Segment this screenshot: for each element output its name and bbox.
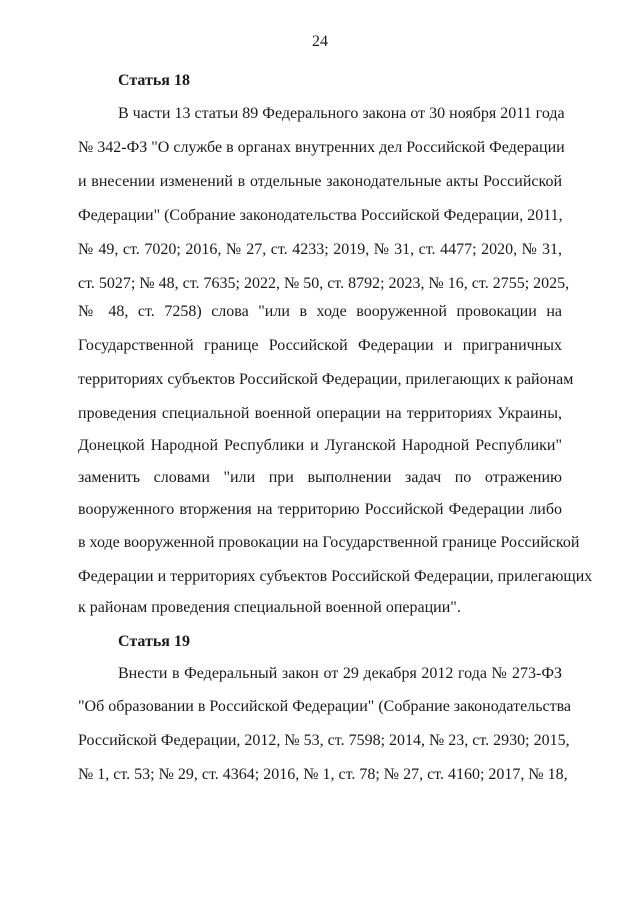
article-19-line: Российской Федерации, 2012, № 53, ст. 7598; 2014, № 23, ст. 2930; 2015,	[78, 732, 570, 749]
article-18-line: к районам проведения специальной военной операции".	[78, 599, 461, 616]
article-18-line: заменить словами "или при выполнении задач по отражению	[78, 469, 562, 486]
article-18-line: в ходе вооруженной провокации на Государственной границе Российской	[78, 534, 580, 551]
article-19-line: Внести в Федеральный закон от 29 декабря 2012 года № 273-ФЗ	[118, 665, 562, 682]
article-18-line: № 48, ст. 7258) слова "или в ходе вооруженной провокации на	[78, 303, 562, 320]
article-19-line: № 1, ст. 53; № 29, ст. 4364; 2016, № 1, ст. 78; № 27, ст. 4160; 2017, № 18,	[78, 766, 568, 783]
article-18-line: территориях субъектов Российской Федерации, прилегающих к районам	[78, 371, 574, 388]
article-18-line: Федерации" (Собрание законодательства Российской Федерации, 2011,	[78, 207, 563, 224]
article-19-line: "Об образовании в Российской Федерации" (Собрание законодательства	[78, 698, 572, 715]
article-18-heading: Статья 18	[118, 72, 190, 89]
article-18-line: Федерации и территориях субъектов Российской Федерации, прилегающих	[78, 568, 593, 585]
article-18-line: № 49, ст. 7020; 2016, № 27, ст. 4233; 2019, № 31, ст. 4477; 2020, № 31,	[78, 241, 562, 258]
article-18-line: вооруженного вторжения на территорию Российской Федерации либо	[78, 501, 562, 518]
article-18-line: и внесении изменений в отдельные законодательные акты Российской	[78, 173, 562, 190]
article-18-line: № 342-ФЗ "О службе в органах внутренних дел Российской Федерации	[78, 139, 565, 156]
page-number: 24	[312, 33, 328, 50]
article-18-line: Государственной границе Российской Федерации и приграничных	[78, 337, 562, 354]
article-19-heading: Статья 19	[118, 633, 190, 650]
article-18-line: Донецкой Народной Республики и Луганской Народной Республики"	[78, 437, 562, 454]
article-18-line: В части 13 статьи 89 Федерального закона от 30 ноября 2011 года	[118, 105, 565, 122]
article-18-line: проведения специальной военной операции на территориях Украины,	[78, 405, 562, 422]
article-18-line: ст. 5027; № 48, ст. 7635; 2022, № 50, ст. 8792; 2023, № 16, ст. 2755; 2025,	[78, 275, 570, 292]
